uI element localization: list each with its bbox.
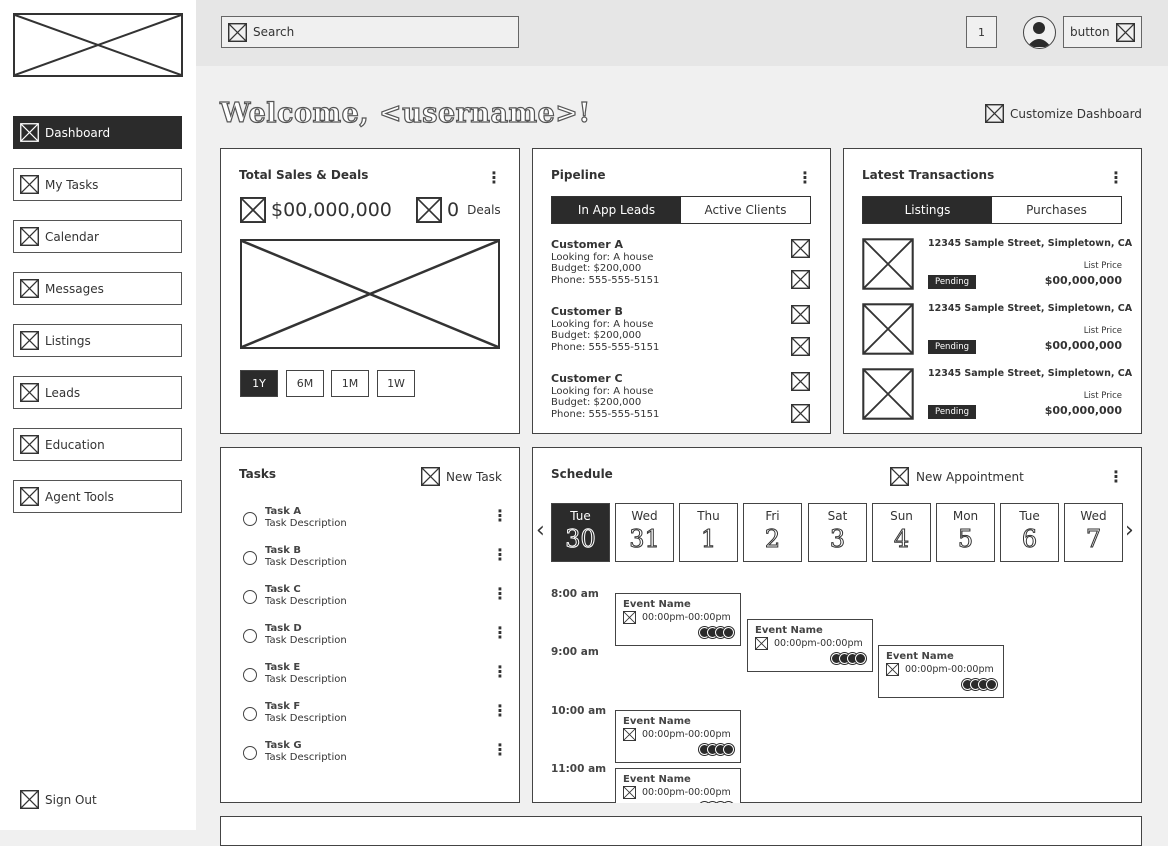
task-name: Task A bbox=[265, 506, 302, 517]
sidebar-item-my-tasks[interactable] bbox=[13, 168, 182, 201]
time-label: 8:00 am bbox=[551, 588, 599, 600]
sidebar-item-agent-tools[interactable] bbox=[13, 480, 182, 513]
sidebar-item-label: Messages bbox=[45, 281, 104, 296]
attendees bbox=[702, 802, 734, 803]
placeholder-icon bbox=[20, 435, 39, 454]
sidebar-item-label: Dashboard bbox=[45, 125, 111, 140]
lead-name: Customer B bbox=[551, 305, 623, 318]
attendees bbox=[702, 744, 734, 755]
day-date: 31 bbox=[629, 525, 660, 553]
kebab-menu-icon[interactable]: ⋮ bbox=[492, 662, 508, 681]
day-cell[interactable] bbox=[808, 503, 867, 562]
day-cell[interactable] bbox=[679, 503, 738, 562]
task-description: Task Description bbox=[265, 674, 347, 685]
card-title: Latest Transactions bbox=[862, 168, 995, 182]
day-cell[interactable] bbox=[743, 503, 802, 562]
sidebar bbox=[0, 0, 196, 830]
sales-card bbox=[220, 148, 520, 434]
day-date: 30 bbox=[565, 525, 596, 553]
task-item[interactable] bbox=[243, 740, 508, 770]
kebab-menu-icon[interactable]: ⋮ bbox=[492, 623, 508, 642]
transactions-tabs bbox=[862, 196, 1122, 224]
task-checkbox[interactable] bbox=[243, 551, 257, 565]
range-1m-button[interactable]: 1M bbox=[331, 370, 369, 397]
task-item[interactable] bbox=[243, 701, 508, 731]
kebab-menu-icon[interactable]: ⋮ bbox=[492, 740, 508, 759]
day-name: Tue bbox=[570, 509, 591, 523]
status-badge: Pending bbox=[928, 340, 976, 354]
task-name: Task C bbox=[265, 584, 301, 595]
new-appointment-label: New Appointment bbox=[916, 469, 1024, 484]
listing-image-placeholder bbox=[862, 368, 914, 424]
sidebar-item-leads[interactable] bbox=[13, 376, 182, 409]
customize-dashboard-button[interactable] bbox=[985, 104, 1142, 123]
placeholder-icon bbox=[240, 197, 266, 223]
task-checkbox[interactable] bbox=[243, 629, 257, 643]
event-card[interactable] bbox=[615, 768, 741, 803]
search-input[interactable] bbox=[221, 16, 519, 48]
day-date: 3 bbox=[829, 525, 846, 553]
event-name: Event Name bbox=[623, 774, 691, 785]
tab-in-app-leads[interactable]: In App Leads bbox=[552, 197, 681, 223]
day-cell[interactable] bbox=[936, 503, 995, 562]
sales-amount bbox=[240, 197, 392, 223]
sidebar-item-label: Calendar bbox=[45, 229, 99, 244]
task-name: Task B bbox=[265, 545, 301, 556]
placeholder-icon bbox=[20, 331, 39, 350]
tab-active-clients[interactable]: Active Clients bbox=[704, 203, 787, 217]
lead-action-icon[interactable] bbox=[791, 372, 810, 391]
task-item[interactable] bbox=[243, 623, 508, 653]
event-card[interactable] bbox=[747, 619, 873, 672]
kebab-menu-icon[interactable]: ⋮ bbox=[797, 168, 813, 187]
list-price-label: List Price bbox=[1083, 261, 1122, 271]
task-name: Task G bbox=[265, 740, 302, 751]
lead-action-icon[interactable] bbox=[791, 239, 810, 258]
task-name: Task D bbox=[265, 623, 302, 634]
logo-placeholder bbox=[13, 13, 183, 77]
kebab-menu-icon[interactable]: ⋮ bbox=[486, 168, 502, 187]
event-time bbox=[623, 611, 731, 624]
day-name: Sun bbox=[890, 509, 913, 523]
lead-looking: Looking for: A house bbox=[551, 251, 654, 263]
kebab-menu-icon[interactable]: ⋮ bbox=[1108, 467, 1124, 486]
new-appointment-button[interactable] bbox=[890, 467, 1024, 486]
add-icon bbox=[890, 467, 909, 486]
placeholder-icon bbox=[20, 175, 39, 194]
deals-count-value: 0 bbox=[447, 199, 460, 221]
sidebar-item-messages[interactable] bbox=[13, 272, 182, 305]
sidebar-item-label: Education bbox=[45, 437, 105, 452]
placeholder-icon bbox=[416, 197, 442, 223]
day-name: Tue bbox=[1019, 509, 1040, 523]
lead-name: Customer C bbox=[551, 372, 623, 385]
kebab-menu-icon[interactable]: ⋮ bbox=[492, 506, 508, 525]
event-time-text: 00:00pm-00:00pm bbox=[642, 729, 731, 740]
notification-button[interactable] bbox=[966, 16, 997, 48]
day-name: Thu bbox=[697, 509, 720, 523]
event-card[interactable] bbox=[615, 593, 741, 646]
lead-looking: Looking for: A house bbox=[551, 385, 654, 397]
lead-name: Customer A bbox=[551, 238, 623, 251]
lead-action-icon[interactable] bbox=[791, 337, 810, 356]
list-price-label: List Price bbox=[1083, 391, 1122, 401]
day-name: Mon bbox=[952, 509, 979, 523]
event-card[interactable] bbox=[878, 645, 1004, 698]
task-checkbox[interactable] bbox=[243, 707, 257, 721]
transaction-address: 12345 Sample Street, Simpletown, CA bbox=[928, 238, 1133, 249]
transactions-card bbox=[843, 148, 1142, 434]
chevron-right-icon[interactable]: › bbox=[1125, 518, 1134, 543]
day-date: 2 bbox=[764, 525, 781, 553]
task-description: Task Description bbox=[265, 713, 347, 724]
tab-listings[interactable]: Listings bbox=[863, 197, 992, 223]
attendees bbox=[834, 653, 866, 664]
day-cell[interactable] bbox=[1000, 503, 1059, 562]
listing-image-placeholder bbox=[862, 303, 914, 359]
clock-icon bbox=[886, 663, 899, 676]
sales-amount-value: $00,000,000 bbox=[271, 199, 392, 221]
page-title: Welcome, <username>! bbox=[220, 98, 591, 129]
card-title: Pipeline bbox=[551, 168, 606, 182]
pipeline-tabs bbox=[551, 196, 811, 224]
day-name: Wed bbox=[631, 509, 658, 523]
event-time bbox=[755, 637, 863, 650]
task-name: Task E bbox=[265, 662, 301, 673]
transaction-price: $00,000,000 bbox=[1044, 274, 1122, 287]
sidebar-item-label: Leads bbox=[45, 385, 81, 400]
day-name: Fri bbox=[765, 509, 780, 523]
lead-item[interactable] bbox=[551, 239, 659, 286]
card-title: Schedule bbox=[551, 467, 613, 481]
list-price-label: List Price bbox=[1083, 326, 1122, 336]
day-date: 1 bbox=[700, 525, 717, 553]
new-task-button[interactable] bbox=[421, 467, 502, 486]
new-task-label: New Task bbox=[446, 469, 502, 484]
time-label: 11:00 am bbox=[551, 763, 607, 775]
transaction-item[interactable] bbox=[862, 368, 1133, 426]
task-item[interactable] bbox=[243, 662, 508, 692]
kebab-menu-icon[interactable]: ⋮ bbox=[492, 584, 508, 603]
transaction-price: $00,000,000 bbox=[1044, 339, 1122, 352]
search-icon bbox=[228, 23, 247, 42]
placeholder-icon bbox=[20, 487, 39, 506]
transaction-item[interactable] bbox=[862, 238, 1133, 296]
deals-count bbox=[416, 197, 501, 223]
event-card[interactable] bbox=[615, 710, 741, 763]
attendees bbox=[965, 679, 997, 690]
sidebar-item-education[interactable] bbox=[13, 428, 182, 461]
chart-placeholder bbox=[240, 239, 500, 349]
day-cell[interactable] bbox=[1064, 503, 1123, 562]
event-time bbox=[623, 728, 731, 741]
transaction-address: 12345 Sample Street, Simpletown, CA bbox=[928, 368, 1133, 379]
task-checkbox[interactable] bbox=[243, 746, 257, 760]
range-1y-button[interactable]: 1Y bbox=[240, 370, 278, 397]
attendees bbox=[702, 627, 734, 638]
status-badge: Pending bbox=[928, 405, 976, 419]
placeholder-icon bbox=[20, 790, 39, 809]
range-6m-button[interactable]: 6M bbox=[286, 370, 324, 397]
event-time-text: 00:00pm-00:00pm bbox=[774, 638, 863, 649]
lead-phone: Phone: 555-555-5151 bbox=[551, 408, 660, 420]
range-1w-button[interactable]: 1W bbox=[377, 370, 415, 397]
card-title: Total Sales & Deals bbox=[239, 168, 369, 182]
day-date: 5 bbox=[957, 525, 974, 553]
event-name: Event Name bbox=[623, 716, 691, 727]
sign-out-label: Sign Out bbox=[45, 792, 97, 807]
status-badge: Pending bbox=[928, 275, 976, 289]
lead-budget: Budget: $200,000 bbox=[551, 397, 642, 408]
sidebar-item-label: Listings bbox=[45, 333, 91, 348]
task-item[interactable] bbox=[243, 506, 508, 536]
sidebar-item-listings[interactable] bbox=[13, 324, 182, 357]
lead-budget: Budget: $200,000 bbox=[551, 263, 642, 274]
task-checkbox[interactable] bbox=[243, 590, 257, 604]
pipeline-card bbox=[532, 148, 831, 434]
day-date: 4 bbox=[893, 525, 910, 553]
lead-action-icon[interactable] bbox=[791, 404, 810, 423]
lead-action-icon[interactable] bbox=[791, 270, 810, 289]
add-icon bbox=[421, 467, 440, 486]
lead-phone: Phone: 555-555-5151 bbox=[551, 274, 660, 286]
day-cell[interactable] bbox=[615, 503, 674, 562]
search-placeholder: Search bbox=[253, 25, 295, 39]
task-name: Task F bbox=[265, 701, 301, 712]
task-description: Task Description bbox=[265, 635, 347, 646]
clock-icon bbox=[623, 786, 636, 799]
clock-icon bbox=[623, 611, 636, 624]
time-label: 10:00 am bbox=[551, 705, 607, 717]
clock-icon bbox=[623, 728, 636, 741]
avatar[interactable] bbox=[1023, 16, 1056, 49]
notification-count: 1 bbox=[978, 25, 985, 39]
day-cell[interactable] bbox=[872, 503, 931, 562]
day-name: Sat bbox=[827, 509, 848, 523]
lead-phone: Phone: 555-555-5151 bbox=[551, 341, 660, 353]
day-date: 7 bbox=[1085, 525, 1102, 553]
schedule-timeline[interactable] bbox=[533, 578, 1141, 803]
placeholder-icon bbox=[985, 104, 1004, 123]
placeholder-icon bbox=[20, 227, 39, 246]
kebab-menu-icon[interactable]: ⋮ bbox=[492, 701, 508, 720]
sidebar-item-label: My Tasks bbox=[45, 177, 99, 192]
top-bar bbox=[196, 0, 1168, 66]
top-button[interactable] bbox=[1063, 16, 1142, 48]
placeholder-icon bbox=[20, 383, 39, 402]
transaction-address: 12345 Sample Street, Simpletown, CA bbox=[928, 303, 1133, 314]
tab-purchases[interactable]: Purchases bbox=[1026, 203, 1087, 217]
task-description: Task Description bbox=[265, 752, 347, 763]
lead-budget: Budget: $200,000 bbox=[551, 330, 642, 341]
event-time-text: 00:00pm-00:00pm bbox=[905, 664, 994, 675]
kebab-menu-icon[interactable]: ⋮ bbox=[492, 545, 508, 564]
placeholder-icon bbox=[20, 123, 39, 142]
deals-label: Deals bbox=[467, 203, 501, 217]
tasks-card bbox=[220, 447, 520, 803]
task-description: Task Description bbox=[265, 557, 347, 568]
event-name: Event Name bbox=[886, 651, 954, 662]
event-time-text: 00:00pm-00:00pm bbox=[642, 787, 731, 798]
task-description: Task Description bbox=[265, 596, 347, 607]
task-item[interactable] bbox=[243, 584, 508, 614]
sidebar-item-label: Agent Tools bbox=[45, 489, 114, 504]
task-checkbox[interactable] bbox=[243, 512, 257, 526]
time-label: 9:00 am bbox=[551, 646, 599, 658]
task-checkbox[interactable] bbox=[243, 668, 257, 682]
placeholder-icon bbox=[1116, 23, 1135, 42]
schedule-card bbox=[532, 447, 1142, 803]
bottom-card bbox=[220, 816, 1142, 846]
task-item[interactable] bbox=[243, 545, 508, 575]
sidebar-item-dashboard[interactable] bbox=[13, 116, 182, 149]
sidebar-item-calendar[interactable] bbox=[13, 220, 182, 253]
event-time bbox=[886, 663, 994, 676]
lead-item[interactable] bbox=[551, 373, 659, 420]
card-title: Tasks bbox=[239, 467, 277, 481]
lead-looking: Looking for: A house bbox=[551, 318, 654, 330]
task-description: Task Description bbox=[265, 518, 347, 529]
event-time bbox=[623, 786, 731, 799]
event-name: Event Name bbox=[623, 599, 691, 610]
clock-icon bbox=[755, 637, 768, 650]
placeholder-icon bbox=[20, 279, 39, 298]
day-date: 6 bbox=[1021, 525, 1038, 553]
customize-dashboard-label: Customize Dashboard bbox=[1010, 106, 1142, 121]
sign-out-button[interactable] bbox=[20, 790, 97, 809]
event-time-text: 00:00pm-00:00pm bbox=[642, 612, 731, 623]
day-cell[interactable] bbox=[551, 503, 610, 562]
top-button-label: button bbox=[1070, 25, 1110, 39]
day-name: Wed bbox=[1080, 509, 1107, 523]
transaction-item[interactable] bbox=[862, 303, 1133, 361]
event-name: Event Name bbox=[755, 625, 823, 636]
kebab-menu-icon[interactable]: ⋮ bbox=[1108, 168, 1124, 187]
lead-action-icon[interactable] bbox=[791, 305, 810, 324]
chevron-left-icon[interactable]: ‹ bbox=[536, 518, 545, 543]
transaction-price: $00,000,000 bbox=[1044, 404, 1122, 417]
listing-image-placeholder bbox=[862, 238, 914, 294]
lead-item[interactable] bbox=[551, 306, 659, 353]
